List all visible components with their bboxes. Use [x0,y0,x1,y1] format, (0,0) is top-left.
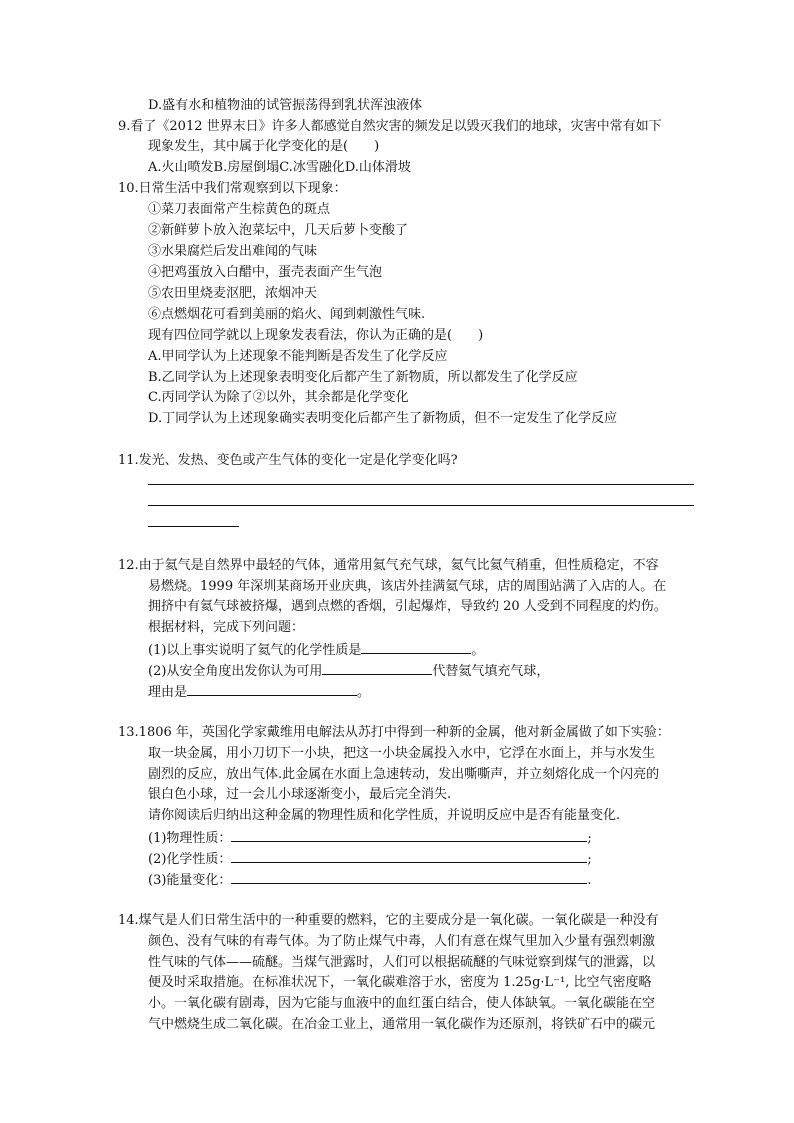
q13-sub-3-end: . [587,873,592,888]
q14-text-line-5: 小。一氧化碳有剧毒，因为它能与血液中的血红蛋白结合，使人体缺氧。一氧化碳能在空 [148,996,656,1011]
q13-sub-2-label: (2)化学性质： [148,852,232,867]
q13-sub-2-end: ; [587,852,592,867]
q12-blank-1[interactable] [361,640,471,654]
q8-option-d: D.盛有水和植物油的试管振荡得到乳状浑浊液体 [148,98,423,113]
q10-option-c: C.丙同学认为除了②以外，其余都是化学变化 [148,390,409,405]
q12-sub-2-label: (2)从安全角度出发你认为可用 [148,664,323,679]
q12-sub-1-label: (1)以上事实说明了氦气的化学性质是 [148,643,362,658]
q10-item-6: ⑥点燃烟花可看到美丽的焰火、闻到刺激性气味. [148,307,426,322]
q12-sub-2 [148,661,549,680]
q14-text-line-4: 便及时采取措施。在标准状况下，一氧化碳难溶于水，密度为 1.25g·L⁻¹, 比空气密度略 [148,975,652,990]
q13-text-line-1: 13.1806 年，英国化学家戴维用电解法从苏打中得到一种新的金属，他对新金属做了如下实验： [118,725,670,740]
q12-sub-2-reason [148,682,370,701]
q11-answer-line-2[interactable] [148,505,694,506]
q14-text-line-6: 气中燃烧生成二氧化碳。在冶金工业上，通常用一氧化碳作为还原剂，将铁矿石中的碳元 [148,1017,656,1032]
q12-text-line-2: 易燃烧。1999 年深圳某商场开业庆典，该店外挂满氦气球，店的周围站满了入店的人。在 [148,579,667,594]
q10-stem: 10.日常生活中我们常观察到以下现象： [118,181,347,196]
q12-blank-3[interactable] [187,682,357,696]
q13-blank-physical[interactable] [231,828,587,842]
q12-blank-2[interactable] [322,661,432,675]
q10-item-1: ①菜刀表面常产生棕黄色的斑点 [148,202,331,217]
q11-answer-line-1[interactable] [148,484,694,485]
q13-text-line-2: 取一块金属，用小刀切下一小块，把这一小块金属投入水中，它浮在水面上，并与水发生 [148,746,656,761]
q9-stem-line-2: 现象发生，其中属于化学变化的是( ) [148,139,380,154]
q10-item-4: ④把鸡蛋放入白醋中，蛋壳表面产生气泡 [148,265,383,280]
q10-item-5: ⑤农田里烧麦沤肥，浓烟冲天 [148,286,318,301]
q11-stem: 11.发光、发热、变色或产生气体的变化一定是化学变化吗? [118,453,458,468]
q13-text-line-3: 剧烈的反应，放出气体.此金属在水面上急速转动，发出嘶嘶声，并立刻熔化成一个闪亮的 [148,767,660,782]
q10-option-a: A.甲同学认为上述现象不能判断是否发生了化学反应 [148,349,448,364]
q13-sub-1-end: ; [587,831,592,846]
q13-text-line-4: 银白色小球，过一会儿小球逐渐变小，最后完全消失. [148,787,452,802]
q10-option-b: B.乙同学认为上述现象表明变化后都产生了新物质，所以都发生了化学反应 [148,370,578,385]
q9-options: A.火山喷发B.房屋倒塌C.冰雪融化D.山体滑坡 [148,160,411,175]
q13-sub-3 [148,870,592,889]
q12-text-line-4: 根据材料，完成下列问题： [148,620,305,635]
q10-question: 现有四位同学就以上现象发表看法，你认为正确的是( ) [148,328,484,343]
q13-sub-1 [148,828,592,847]
q14-text-line-2: 颜色、没有气味的有毒气体。为了防止煤气中毒，人们有意在煤气里加入少量有强烈刺激 [148,934,656,949]
q13-sub-2 [148,849,592,868]
q13-sub-3-label: (3)能量变化： [148,873,232,888]
q13-sub-1-label: (1)物理性质： [148,831,232,846]
q13-blank-energy[interactable] [231,870,587,884]
q11-answer-line-3[interactable] [148,526,239,527]
q10-item-3: ③水果腐烂后发出难闻的气味 [148,244,318,259]
q12-text-line-1: 12.由于氦气是自然界中最轻的气体，通常用氦气充气球，氦气比氦气稍重，但性质稳定，不容 [118,558,659,573]
q14-text-line-1: 14.煤气是人们日常生活中的一种重要的燃料，它的主要成分是一氧化碳。一氧化碳是一种没有 [118,913,659,928]
q9-stem-line-1: 9.看了《2012 世界末日》许多人都感觉自然灾害的频发足以毁灭我们的地球，灾害中常有如下 [118,119,662,134]
q13-text-line-5: 请你阅读后归纳出这种金属的物理性质和化学性质，并说明反应中是否有能量变化. [148,808,621,823]
q12-sub-2-end: 代替氦气填充气球， [432,664,550,679]
q12-sub-1 [148,640,484,659]
q12-sub-1-end: 。 [471,643,485,658]
q12-reason-label: 理由是 [148,685,188,700]
q12-reason-end: 。 [357,685,371,700]
q14-text-line-3: 性气味的气体——硫醚。当煤气泄露时，人们可以根据硫醚的气味觉察到煤气的泄露，以 [148,955,656,970]
q13-blank-chemical[interactable] [231,849,587,863]
q12-text-line-3: 拥挤中有氦气球被挤爆，遇到点燃的香烟，引起爆炸，导致约 20 人受到不同程度的灼伤。 [148,599,667,614]
q10-item-2: ②新鲜萝卜放入泡菜坛中，几天后萝卜变酸了 [148,223,409,238]
q10-option-d: D.丁同学认为上述现象确实表明变化后都产生了新物质，但不一定发生了化学反应 [148,411,618,426]
